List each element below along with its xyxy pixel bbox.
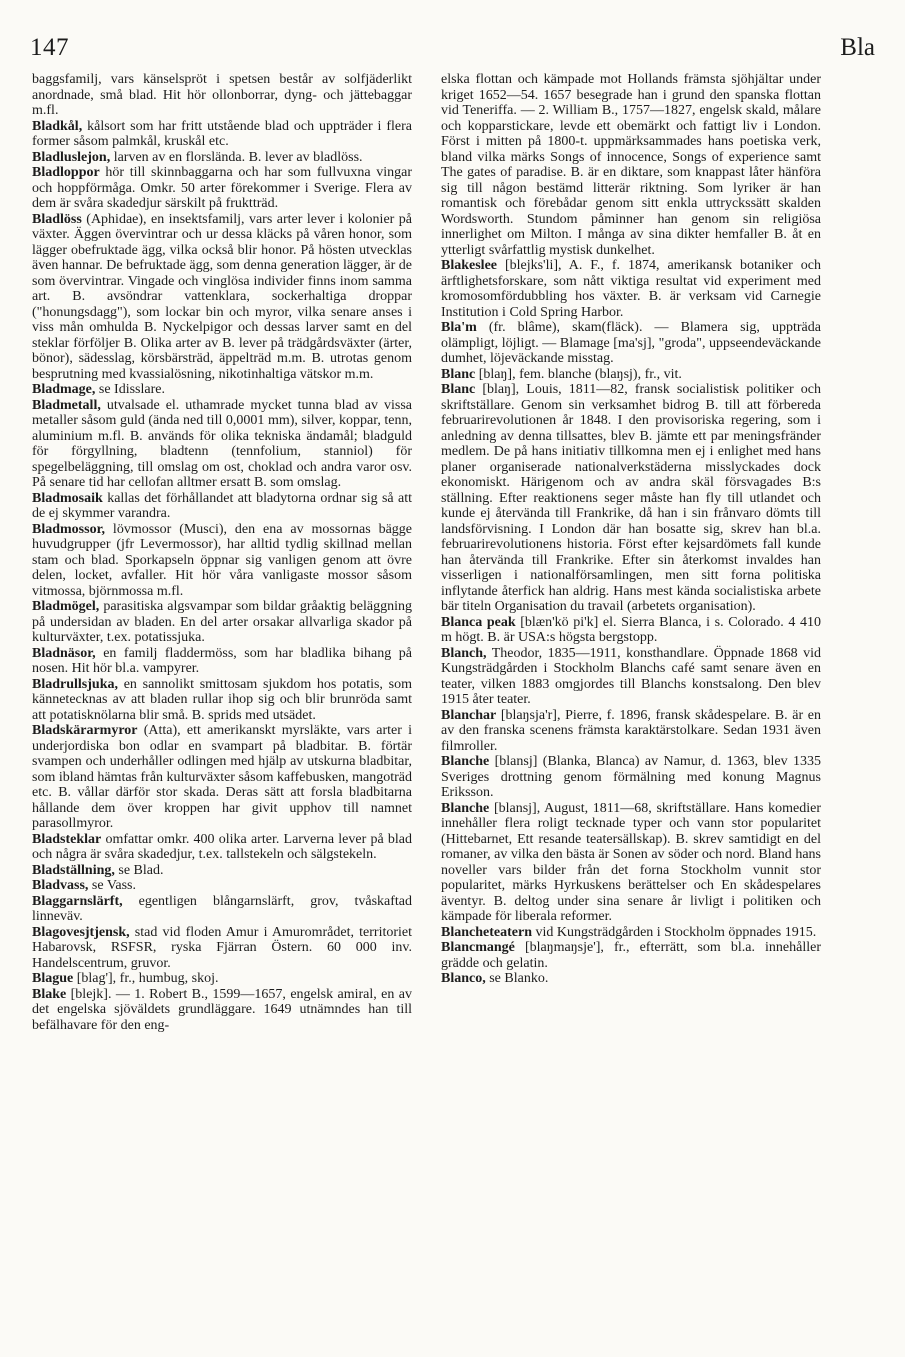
right-continuation: elska flottan och kämpade mot Hollands främsta sjöhjältar under kriget 1652—54. 1657 besegrade han i grund den spanska flottan vid Teneriffa. — 2. William B., 1757—1827, engelsk skald, målare och kopparstickare, levde ett obemärkt och fattigt liv i London. Först i mitten på 1800-t. uppmärksammades hans poetiska verk, bland vilka märks Songs of innocence, Songs of experience samt The gates of paradise. B. är en diktare, som knappast låter hänföra sig till någon bestämd litterär riktning. Som lyriker är han romantisk och förebådar genom sitt enkla uttryckssätt skalden Wordsworth. Stundom påminner han genom sin religiösa innerlighet om Milton. I många av sina dikter hemfaller B. åt en ytterligt svårfattlig mystisk dunkelhet. <box>441 72 821 258</box>
entry-text: [blag'], fr., humbug, skoj. <box>73 971 219 986</box>
entry-headword: Blagovesjtjensk, <box>32 924 130 940</box>
entry-headword: Bladvass, <box>32 878 89 893</box>
dictionary-entry <box>32 212 412 383</box>
entry-text: vid Kungsträdgården i Stockholm öppnades 1915. <box>531 924 817 940</box>
entry-text: lövmossor (Musci), den ena av mossornas bägge huvudgrupper (jfr Levermossor), har alltid tydlig skillnad mellan stam och blad. Sporkapseln öppnar sig vanligen genom att övre delen, locket, avfaller. Hit hör våra vanligaste mossor såsom vitmossa, björnmossa m.fl. <box>32 521 412 599</box>
entry-text: se Blanko. <box>485 971 549 986</box>
dictionary-entry <box>441 801 821 925</box>
entry-headword: Blanco, <box>441 971 486 986</box>
entry-headword: Bladlöss <box>32 211 82 227</box>
dictionary-entry <box>441 615 821 646</box>
entry-headword: Bladloppor <box>32 165 100 180</box>
entry-headword: Bladmögel, <box>32 599 100 614</box>
dictionary-entry <box>441 925 821 941</box>
dictionary-entry <box>32 925 412 972</box>
dictionary-entry <box>441 258 821 320</box>
running-head: Bla <box>840 34 875 61</box>
entry-text: [blaŋ], Louis, 1811—82, fransk socialistisk politiker och skriftställare. Genom sin verksamhet bidrog B. till att förbereda februarirevolutionen år 1848. I den provisoriska regering, som i anledning av denna tillsattes, blev B. jämte ett par meningsfränder medlem. De på hans initiativ tillkomna men ej i enlighet med hans planer organiserade nationalverkstäderna misslyckades dock ekonomiskt. Härigenom och av andra skäl försvagades B:s ställning. Efter reaktionens seger måste han fly till utlandet och kunde ej återvända till Frankrike, då han i sin frånvaro dömts till landsförvisning. I London där han bosatte sig, skrev han bl.a. februarirevolutionens historia. Först efter kejsardömets fall kunde han återvända till Frankrike. Efter sin återkomst invaldes han visserligen i nationalförsamlingen, men sitt forna politiska inflytande återfick han aldrig. Hans mest kända socialistiska arbete bär titeln Organisation du travail (arbetets organisation). <box>441 382 821 614</box>
entry-text: parasitiska algsvampar som bildar gråaktig beläggning på undersidan av bladen. En del arter orsakar allvarliga skador på kulturväxter, t.ex. potatissjuka. <box>32 599 412 645</box>
entry-text: omfattar omkr. 400 olika arter. Larverna lever på blad och några är svåra skadedjur, t.ex. tallstekeln och sälgstekeln. <box>32 831 412 862</box>
dictionary-entry <box>32 398 412 491</box>
entry-headword: Bla'm <box>441 320 477 335</box>
dictionary-entry <box>441 382 821 615</box>
dictionary-entry <box>441 646 821 708</box>
entry-headword: Bladsteklar <box>32 831 102 847</box>
entry-headword: Blake <box>32 986 67 1002</box>
dictionary-entry <box>32 646 412 677</box>
entry-text: se Vass. <box>88 878 136 893</box>
entry-headword: Blanc <box>441 382 476 397</box>
left-continuation: baggsfamilj, vars känselspröt i spetsen består av solfjäderlikt anordnade, små blad. Hit hör ollonborrar, dyng- och jättebaggar m.fl. <box>32 72 412 118</box>
entry-headword: Bladmossor, <box>32 521 106 537</box>
dictionary-entry <box>441 971 821 987</box>
dictionary-entry <box>32 878 412 894</box>
dictionary-entry <box>441 754 821 801</box>
dictionary-entry <box>32 971 412 987</box>
entry-text: [blaŋ], fem. blanche (blaŋsj), fr., vit. <box>475 366 682 382</box>
dictionary-entry <box>441 940 821 971</box>
dictionary-entry <box>32 863 412 879</box>
left-column <box>32 72 412 1033</box>
entry-text: kålsort som har fritt utstående blad och uppträder i flera former såsom palmkål, kruskål etc. <box>32 118 412 149</box>
entry-text: [blejk]. — 1. Robert B., 1599—1657, engelsk amiral, en av det engelska sjöväldets grundläggare. 1649 utnämndes han till befälhavare för den eng- <box>32 986 412 1033</box>
entry-text: [blaŋsja'r], Pierre, f. 1896, fransk skådespelare. B. är en av den franska scenens främsta karaktärstolkare. Sedan 1931 även filmroller. <box>441 707 821 754</box>
entry-text: [blæn'kö pi'k] el. Sierra Blanca, i s. Colorado. 4 410 m högt. B. är USA:s högsta bergstopp. <box>441 614 822 645</box>
right-column <box>441 72 821 987</box>
dictionary-entry <box>32 723 412 832</box>
entry-text: (Atta), ett amerikanskt myrsläkte, vars arter i underjordiska bon odlar en svampart på bladbitar. B. förtär svampen och underhåller odlingen med hjälp av utskurna bladbitar, som ibland hämtas från kulturväxter såsom kaffebusken, mangoträd etc. B. vållar därför stor skada. Deras sätt att forsla bladbitarna hållande dem över kroppen har givit upphov till namnet parasollmyror. <box>32 723 412 831</box>
entry-headword: Bladmage, <box>32 382 96 397</box>
entry-headword: Blakeslee <box>441 258 497 273</box>
entry-text: Theodor, 1835—1911, konsthandlare. Öppnade 1868 vid Kungsträdgården i Stockholm Blanchs café samt senare även en teater, vilken 1883 omgjordes till Blanchs konstsalong. Den blev 1915 åter teater. <box>441 645 821 707</box>
right-entries <box>441 258 821 987</box>
entry-text: hör till skinnbaggarna och har som fullvuxna vingar och hoppförmåga. Omkr. 50 arter förekommer i Sverige. Flera av dem är svåra skadedjur särskilt på fruktträd. <box>32 165 412 211</box>
entry-headword: Blanca peak <box>441 614 516 630</box>
dictionary-entry <box>32 599 412 646</box>
entry-headword: Blancmangé <box>441 940 515 955</box>
entry-headword: Blanc <box>441 366 476 382</box>
entry-headword: Bladmosaik <box>32 490 103 506</box>
entry-headword: Bladnäsor, <box>32 645 96 661</box>
entry-headword: Blanch, <box>441 645 487 661</box>
entry-text: (fr. blâme), skam(fläck). — Blamera sig, uppträda olämpligt, löjligt. — Blamage [ma'sj], "groda", uppseendeväckande dumhet, löjeväckande misstag. <box>441 320 821 366</box>
dictionary-entry <box>32 491 412 522</box>
dictionary-entry <box>32 677 412 724</box>
entry-headword: Blague <box>32 971 74 986</box>
dictionary-entry <box>32 165 412 212</box>
entry-headword: Bladrullsjuka, <box>32 676 118 692</box>
entry-text: [blaŋmaŋsje'], fr., efterrätt, som bl.a. innehåller grädde och gelatin. <box>441 940 821 971</box>
entry-headword: Blancheteatern <box>441 924 532 940</box>
dictionary-entry <box>32 150 412 166</box>
entry-text: utvalsade el. uthamrade mycket tunna blad av vissa metaller såsom guld (ända ned till 0,0001 mm), silver, koppar, tenn, aluminium m.fl. B. används för olika tekniska ändamål; bladguld för förgyllning, bladtenn (tennfolium, stanniol) för spegelbeläggning, till omslag om ost, choklad och andra varor osv. På senare tid har cellofan alltmer ersatt B. som omslag. <box>32 397 412 490</box>
entry-text: [blansj], August, 1811—68, skriftställare. Hans komedier innehåller flera roligt tecknade typer och vann stor popularitet (Hittebarnet, Ett resande teatersällskap). B. skrev samtidigt en del romaner, av vilka den bästa är Sonen av söder och nord. Bland hans noveller vars bilder från det forna Stockholm vunnit stor popularitet, märks Hyrkuskens berättelser och En skådespelares äventyr. B. deltog under sina senare år livligt i politiken och kämpade för liberala reformer. <box>441 800 821 924</box>
entry-text: kallas det förhållandet att bladytorna ordnar sig så att de ej skymmer varandra. <box>32 490 412 521</box>
entry-headword: Bladskärarmyror <box>32 723 138 738</box>
dictionary-entry <box>441 367 821 383</box>
dictionary-entry <box>441 708 821 755</box>
entry-text: se Idisslare. <box>95 382 165 397</box>
entry-headword: Bladkål, <box>32 118 83 134</box>
entry-text: en familj fladdermöss, som har bladlika bihang på nosen. Hit hör bl.a. vampyrer. <box>32 645 412 676</box>
entry-text: larven av en florslända. B. lever av bladlöss. <box>110 149 363 165</box>
dictionary-entry <box>32 894 412 925</box>
entry-text: [blansj] (Blanka, Blanca) av Namur, d. 1363, blev 1335 Sveriges drottning genom förmälning med konung Magnus Eriksson. <box>441 754 821 800</box>
dictionary-entry <box>441 320 821 367</box>
entry-headword: Blanche <box>441 800 490 816</box>
entry-headword: Bladluslejon, <box>32 149 111 165</box>
entry-headword: Blaggarnslärft, <box>32 893 123 909</box>
dictionary-entry <box>32 987 412 1034</box>
entry-text: stad vid floden Amur i Amurområdet, territoriet Habarovsk, RSFSR, ryska Fjärran Östern. 60 000 inv. Handelscentrum, gruvor. <box>32 924 412 971</box>
dictionary-entry <box>32 119 412 150</box>
entry-headword: Blanchar <box>441 707 497 723</box>
entry-text: (Aphidae), en insektsfamilj, vars arter lever i kolonier på växter. Äggen övervintrar och ur dessa kläcks på våren honor, som lägger obefruktade ägg, vilka också blir honor. På hösten utvecklas även hannar. De befruktade ägg, som denna generation lägger, är de som övervintrar. Vingade och vinglösa individer finns inom samma art. B. avsöndrar vattenklara, sockerhaltiga droppar ("honungsdagg"), som lockar bin och myror, vilka senare anses i viss mån omhulda B. Nyckelpigor och dessas larver samt en del steklar förföljer B. Olika arter av B. lever på trädgårdsväxter (ärter, bönor), sädesslag, körsbärsträd, äppelträd m.m. B. utrotas genom besprutning med kvassialösning, nikotinhaltiga vätskor m.m. <box>32 211 412 382</box>
left-entries <box>32 119 412 1034</box>
entry-text: [blejks'li], A. F., f. 1874, amerikansk botaniker och ärftlighetsforskare, som nått viktiga resultat vid experiment med kromosomfördubbling hos växter. B. är verksam vid Carnegie Institution i Cold Spring Harbor. <box>441 258 821 320</box>
page-number: 147 <box>30 34 69 61</box>
entry-headword: Bladställning, <box>32 862 115 878</box>
entry-text: en sannolikt smittosam sjukdom hos potatis, som kännetecknas av att bladen rullar ihop sig och blir brunröda samt att potatisknölarna blir små. B. sprids med utsädet. <box>32 676 412 723</box>
dictionary-entry <box>32 832 412 863</box>
dictionary-entry <box>32 382 412 398</box>
dictionary-entry <box>32 522 412 600</box>
entry-headword: Bladmetall, <box>32 397 101 413</box>
entry-headword: Blanche <box>441 754 490 769</box>
entry-text: se Blad. <box>114 862 164 878</box>
entry-text: egentligen blångarnslärft, grov, tvåskaftad linneväv. <box>32 893 412 924</box>
